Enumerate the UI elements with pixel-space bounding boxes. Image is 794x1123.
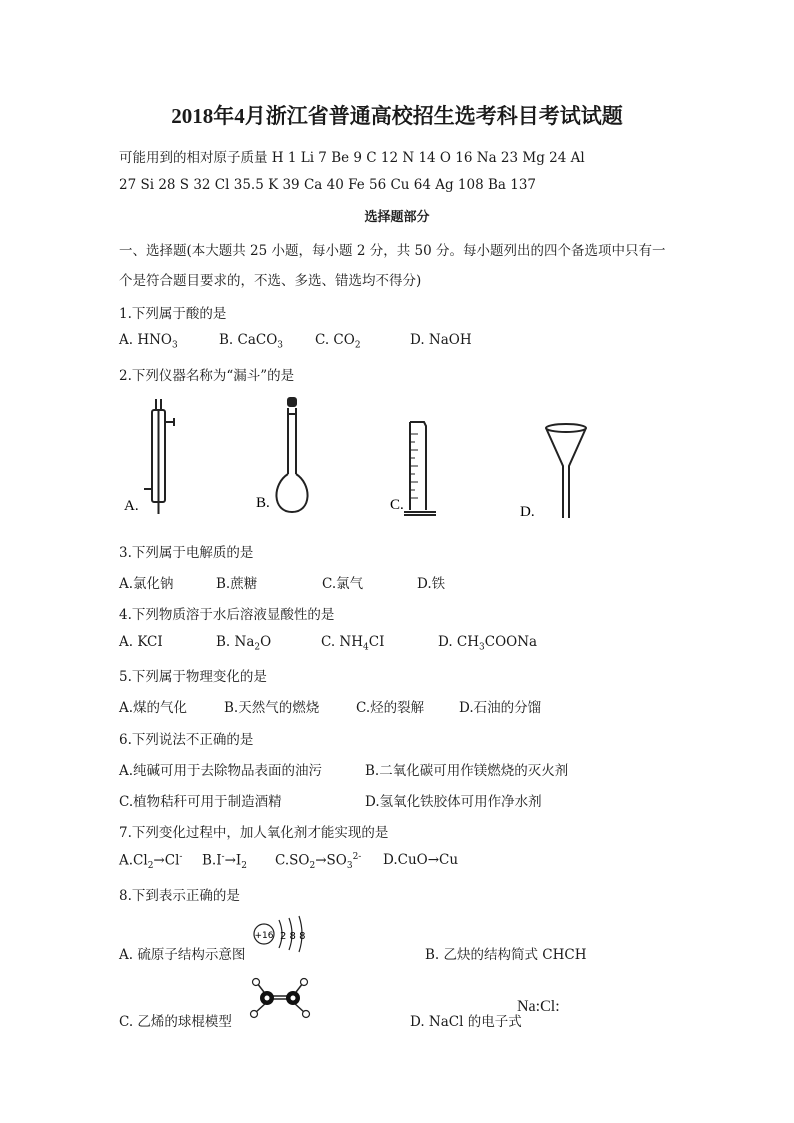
q5-stem: 5.下列属于物理变化的是 <box>119 669 267 685</box>
ethylene-ball-stick-model <box>245 975 315 1023</box>
q4-option-b: B. $Na_2O$ <box>216 634 272 653</box>
q6-stem: 6.下列说法不正确的是 <box>119 732 254 748</box>
q2-label-b: B. <box>256 495 270 511</box>
q6-options-row-2 <box>119 790 679 810</box>
nacl-electron-formula: Na:Cl: <box>517 998 560 1015</box>
q1-option-c: C. $CO_2$ <box>315 332 361 351</box>
q3-option-d: D.铁 <box>417 576 446 592</box>
q8-option-a: A. 硫原子结构示意图 <box>119 947 246 963</box>
q7-option-d: D.CuO→Cu <box>383 852 459 868</box>
q1-option-d: D. NaOH <box>410 332 472 348</box>
q4-option-d: D. $CH_3COONa$ <box>438 634 538 653</box>
q1-stem: 1.下列属于酸的是 <box>119 306 227 322</box>
q5-option-d: D.石油的分馏 <box>459 700 542 716</box>
condenser-figure <box>120 396 200 521</box>
q4-option-c: C. $NH_4CI$ <box>321 634 385 653</box>
q8-option-d: D. NaCl 的电子式 <box>410 1014 522 1030</box>
q8-option-c: C. 乙烯的球棍模型 <box>119 1014 232 1030</box>
q7-stem: 7.下列变化过程中，加人氧化剂才能实现的是 <box>119 825 389 841</box>
q3-option-a: A.氯化钠 <box>119 576 174 592</box>
section-title: 选择题部分 <box>364 210 430 225</box>
funnel-figure <box>516 418 606 523</box>
instructions-line-1: 一、选择题(本大题共 25 小题，每小题 2 分，共 50 分。每小题列出的四个备选项中只有一 <box>119 243 666 259</box>
instructions-line-2: 个是符合题目要求的，不选、多选、错选均不得分) <box>119 273 422 289</box>
q6-options-row-1 <box>119 759 679 779</box>
q7-options <box>119 852 679 872</box>
q7-option-a: $A.Cl_2\to Cl^-$ <box>119 852 183 872</box>
volumetric-flask-figure <box>252 396 332 521</box>
atomic-mass-line-1: 可能用到的相对原子质量 H 1 Li 7 Be 9 C 12 N 14 O 16 Na 23 Mg 24 Al <box>119 150 585 166</box>
q6-option-c: C.植物秸秆可用于制造酒精 <box>119 794 282 810</box>
q5-option-c: C.烃的裂解 <box>356 700 425 716</box>
graduated-cylinder-figure <box>388 418 458 518</box>
q5-option-b: B.天然气的燃烧 <box>224 700 320 716</box>
sulfur-nucleus-label: +16 <box>254 931 274 941</box>
q1-options <box>119 332 679 352</box>
q1-option-b: B. CaCO$_3$ <box>219 332 284 351</box>
q4-option-a: A. KCI <box>119 634 163 650</box>
q3-option-c: C.氯气 <box>322 576 364 592</box>
q7-option-b: $B.I^-\to I_2$ <box>202 852 247 872</box>
sulfur-shell-electrons: 2 8 8 <box>280 931 306 942</box>
q1-option-a: A. $HNO_3$ <box>119 332 178 351</box>
q5-option-a: A.煤的气化 <box>119 700 188 716</box>
q6-option-b: B.二氧化碳可用作镁燃烧的灭火剂 <box>365 763 569 779</box>
q7-option-c: $C.SO_2\to SO_3^{2-}$ <box>275 852 362 872</box>
q8-stem: 8.下到表示正确的是 <box>119 888 240 904</box>
q2-label-c: C. <box>390 497 404 513</box>
q3-stem: 3.下列属于电解质的是 <box>119 545 254 561</box>
q2-label-d: D. <box>520 504 535 520</box>
q6-option-a: A.纯碱可用于去除物品表面的油污 <box>119 763 323 779</box>
q6-option-d: D.氢氧化铁胶体可用作净水剂 <box>365 794 542 810</box>
q4-options <box>119 634 679 654</box>
q3-option-b: B.蔗糖 <box>216 576 258 592</box>
q2-stem: 2.下列仪器名称为“漏斗”的是 <box>119 368 295 384</box>
atomic-mass-line-2: 27 Si 28 S 32 Cl 35.5 K 39 Ca 40 Fe 56 Cu 64 Ag 108 Ba 137 <box>119 177 537 193</box>
q5-options <box>119 696 679 716</box>
page-title: 2018年4月浙江省普通高校招生选考科目考试试题 <box>171 104 623 128</box>
sulfur-atom-diagram <box>252 912 314 952</box>
q4-stem: 4.下列物质溶于水后溶液显酸性的是 <box>119 607 335 623</box>
q3-options <box>119 572 679 592</box>
q8-option-b: B. 乙炔的结构简式 CHCH <box>425 947 587 963</box>
q2-label-a: A. <box>124 498 139 514</box>
